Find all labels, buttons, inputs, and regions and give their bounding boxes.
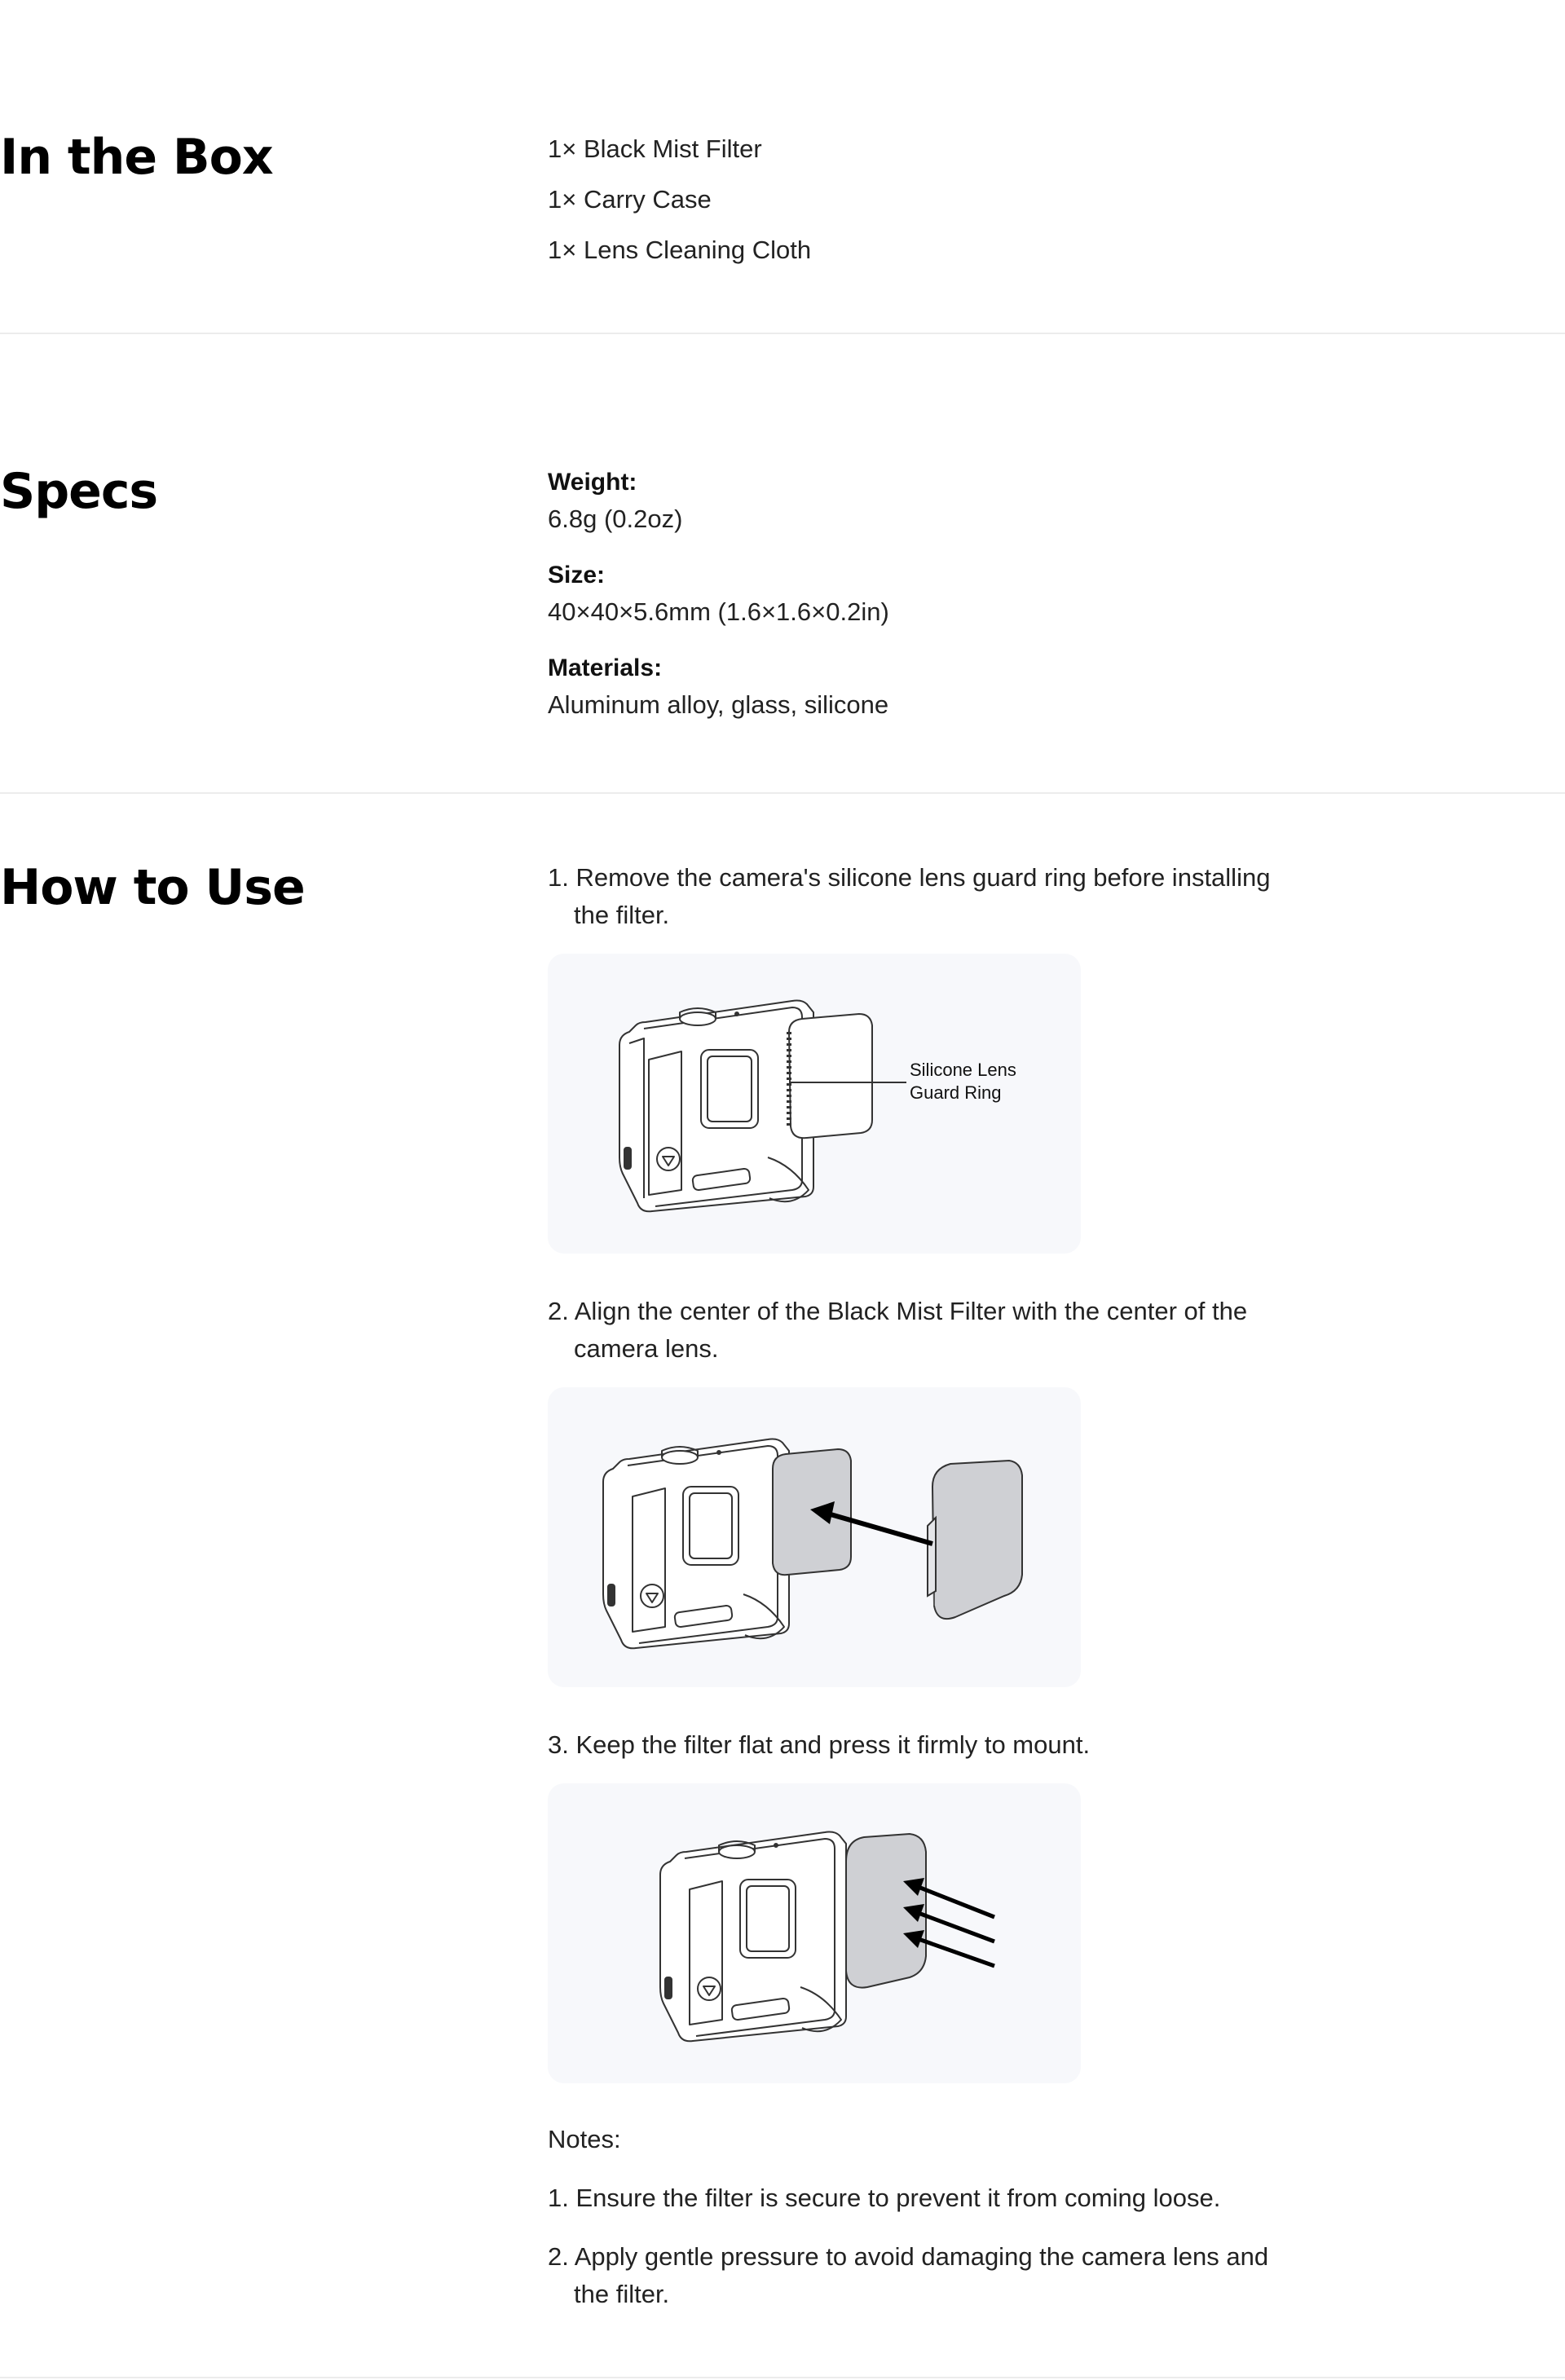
how-to-use-title: How to Use xyxy=(0,859,305,916)
in-the-box-section xyxy=(0,0,1565,334)
note-item: 1. Ensure the filter is secure to prevent it from coming loose. xyxy=(548,2184,1221,2212)
note-item: 2. Apply gentle pressure to avoid damaging the camera lens and the filter. xyxy=(548,2242,1269,2308)
spec-label-materials: Materials: xyxy=(548,654,663,681)
step-text: 1. Remove the camera's silicone lens guard ring before installing the filter. xyxy=(548,863,1271,929)
spec-value-materials: Aluminum alloy, glass, silicone xyxy=(548,690,889,719)
step-1-illustration xyxy=(548,954,1081,1254)
camera-press-filter-illustration xyxy=(548,1783,1081,2083)
step-2 xyxy=(548,1293,1306,1368)
step-text: 3. Keep the filter flat and press it firmly to mount. xyxy=(548,1730,1091,1759)
notes-heading: Notes: xyxy=(548,2125,621,2153)
illustration-label: Silicone Lens xyxy=(910,1060,1016,1080)
step-2-illustration xyxy=(548,1387,1081,1687)
list-item: 1× Black Mist Filter xyxy=(548,134,762,163)
list-item: 1× Lens Cleaning Cloth xyxy=(548,236,812,264)
spec-value-weight: 6.8g (0.2oz) xyxy=(548,505,683,533)
step-3 xyxy=(548,1726,1306,1764)
in-the-box-title: In the Box xyxy=(0,129,273,186)
notes xyxy=(548,2121,1306,2313)
how-to-use-section xyxy=(0,794,1565,2378)
in-the-box-list xyxy=(548,124,1306,275)
list-item: 1× Carry Case xyxy=(548,185,712,214)
specs-list xyxy=(548,465,1306,743)
specs-title: Specs xyxy=(0,463,158,520)
step-text: 2. Align the center of the Black Mist Filter with the center of the camera lens. xyxy=(548,1297,1248,1363)
spec-label-size: Size: xyxy=(548,562,606,588)
step-1 xyxy=(548,859,1306,934)
spec-label-weight: Weight: xyxy=(548,469,637,496)
step-3-illustration xyxy=(548,1783,1081,2083)
camera-lens-guard-illustration xyxy=(548,954,1081,1254)
spec-value-size: 40×40×5.6mm (1.6×1.6×0.2in) xyxy=(548,597,889,626)
section-divider xyxy=(0,2377,1565,2378)
specs-section xyxy=(0,334,1565,794)
camera-align-filter-illustration xyxy=(548,1387,1081,1687)
illustration-label: Guard Ring xyxy=(910,1082,1002,1103)
